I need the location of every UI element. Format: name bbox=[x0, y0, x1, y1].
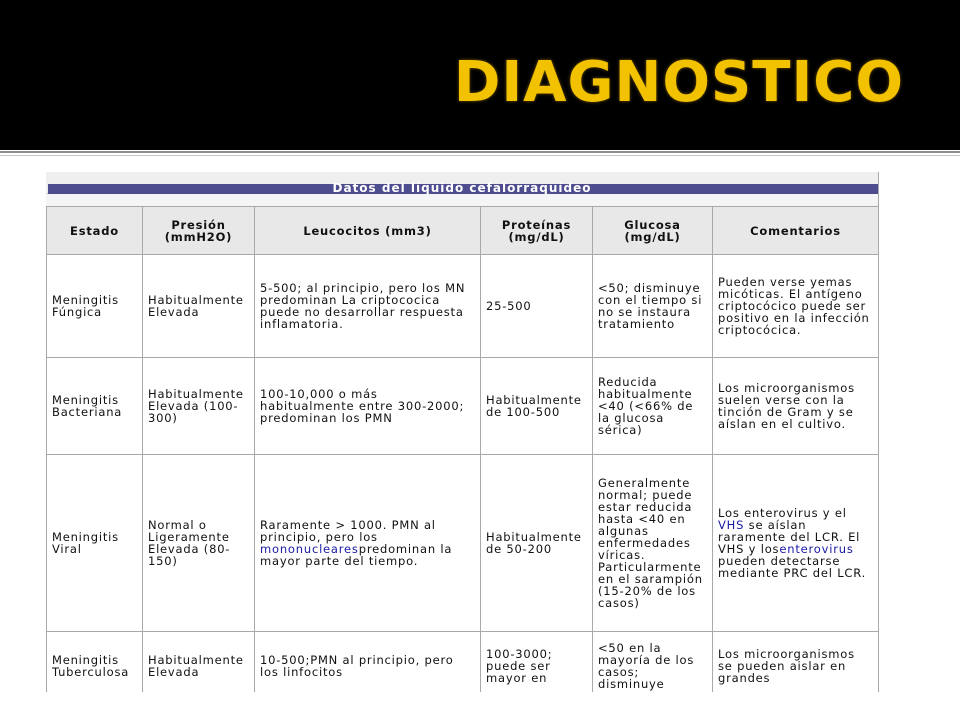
leucocitos-text-post: predominan la mayor parte del tiempo. bbox=[260, 542, 453, 568]
cell-proteinas: 100-3000; puede ser mayor en bbox=[481, 632, 593, 693]
header-divider bbox=[0, 151, 960, 153]
cell-presion: Habitualmente Elevada (100-300) bbox=[143, 358, 255, 455]
table-row bbox=[47, 632, 879, 693]
cell-glucosa: Reducida habitualmente <40 (<66% de la glucosa sérica) bbox=[593, 358, 713, 455]
cell-presion: Habitualmente Elevada bbox=[143, 632, 255, 693]
vhs-link[interactable]: VHS bbox=[718, 518, 745, 532]
table-row bbox=[47, 455, 879, 632]
mononucleares-link[interactable]: mononucleares bbox=[260, 542, 359, 556]
cell-proteinas: Habitualmente de 50-200 bbox=[481, 455, 593, 632]
comentarios-text-a: Los enterovirus y el bbox=[718, 506, 847, 520]
cell-estado: Meningitis Tuberculosa bbox=[47, 632, 143, 693]
cell-comentarios: Pueden verse yemas micóticas. El antígeno criptocócico puede ser positivo en la infección criptocócica. bbox=[713, 255, 879, 358]
table-header-row bbox=[47, 207, 879, 255]
comentarios-text-b: se aíslan raramente del LCR. El VHS y los bbox=[718, 518, 861, 556]
col-header-presion: Presión (mmH2O) bbox=[143, 207, 255, 255]
col-header-estado: Estado bbox=[47, 207, 143, 255]
comentarios-text-c: pueden detectarse mediante PRC del LCR. bbox=[718, 554, 867, 580]
col-header-proteinas: Proteínas (mg/dL) bbox=[481, 207, 593, 255]
cell-comentarios bbox=[713, 455, 879, 632]
table-row bbox=[47, 358, 879, 455]
cell-leucocitos bbox=[255, 455, 481, 632]
leucocitos-text-pre: Raramente > 1000. PMN al principio, pero los bbox=[260, 518, 436, 544]
cell-proteinas: 25-500 bbox=[481, 255, 593, 358]
cell-presion: Habitualmente Elevada bbox=[143, 255, 255, 358]
cell-leucocitos: 5-500; al principio, pero los MN predominan La criptococica puede no desarrollar respuesta inflamatoria. bbox=[255, 255, 481, 358]
cell-leucocitos: 10-500;PMN al principio, pero los linfocitos bbox=[255, 632, 481, 693]
table-row bbox=[47, 255, 879, 358]
cell-estado: Meningitis Bacteriana bbox=[47, 358, 143, 455]
cell-leucocitos: 100-10,000 o más habitualmente entre 300-2000; predominan los PMN bbox=[255, 358, 481, 455]
slide-title: DIAGNOSTICO bbox=[453, 50, 904, 115]
csf-table bbox=[46, 206, 879, 692]
table-caption-bar bbox=[46, 172, 878, 194]
cell-proteinas: Habitualmente de 100-500 bbox=[481, 358, 593, 455]
cell-estado: Meningitis Fúngica bbox=[47, 255, 143, 358]
cell-glucosa: Generalmente normal; puede estar reducida hasta <40 en algunas enfermedades víricas. Particularmente en el sarampión (15-20% de los casos) bbox=[593, 455, 713, 632]
header-divider-thin bbox=[0, 155, 960, 156]
cell-comentarios: Los microorganismos suelen verse con la tinción de Gram y se aíslan en el cultivo. bbox=[713, 358, 879, 455]
cell-comentarios: Los microorganismos se pueden aislar en grandes bbox=[713, 632, 879, 693]
col-header-leucocitos: Leucocitos (mm3) bbox=[255, 207, 481, 255]
cell-glucosa: <50; disminuye con el tiempo si no se instaura tratamiento bbox=[593, 255, 713, 358]
table-caption: Datos del líquido cefalorraquídeo bbox=[332, 181, 592, 195]
enterovirus-link[interactable]: enterovirus bbox=[779, 542, 854, 556]
col-header-comentarios: Comentarios bbox=[713, 207, 879, 255]
slide-header bbox=[0, 0, 960, 150]
col-header-glucosa: Glucosa (mg/dL) bbox=[593, 207, 713, 255]
cell-estado: Meningitis Viral bbox=[47, 455, 143, 632]
cell-presion: Normal o Ligeramente Elevada (80-150) bbox=[143, 455, 255, 632]
csf-table-image bbox=[46, 172, 879, 692]
cell-glucosa: <50 en la mayoría de los casos; disminuye bbox=[593, 632, 713, 693]
